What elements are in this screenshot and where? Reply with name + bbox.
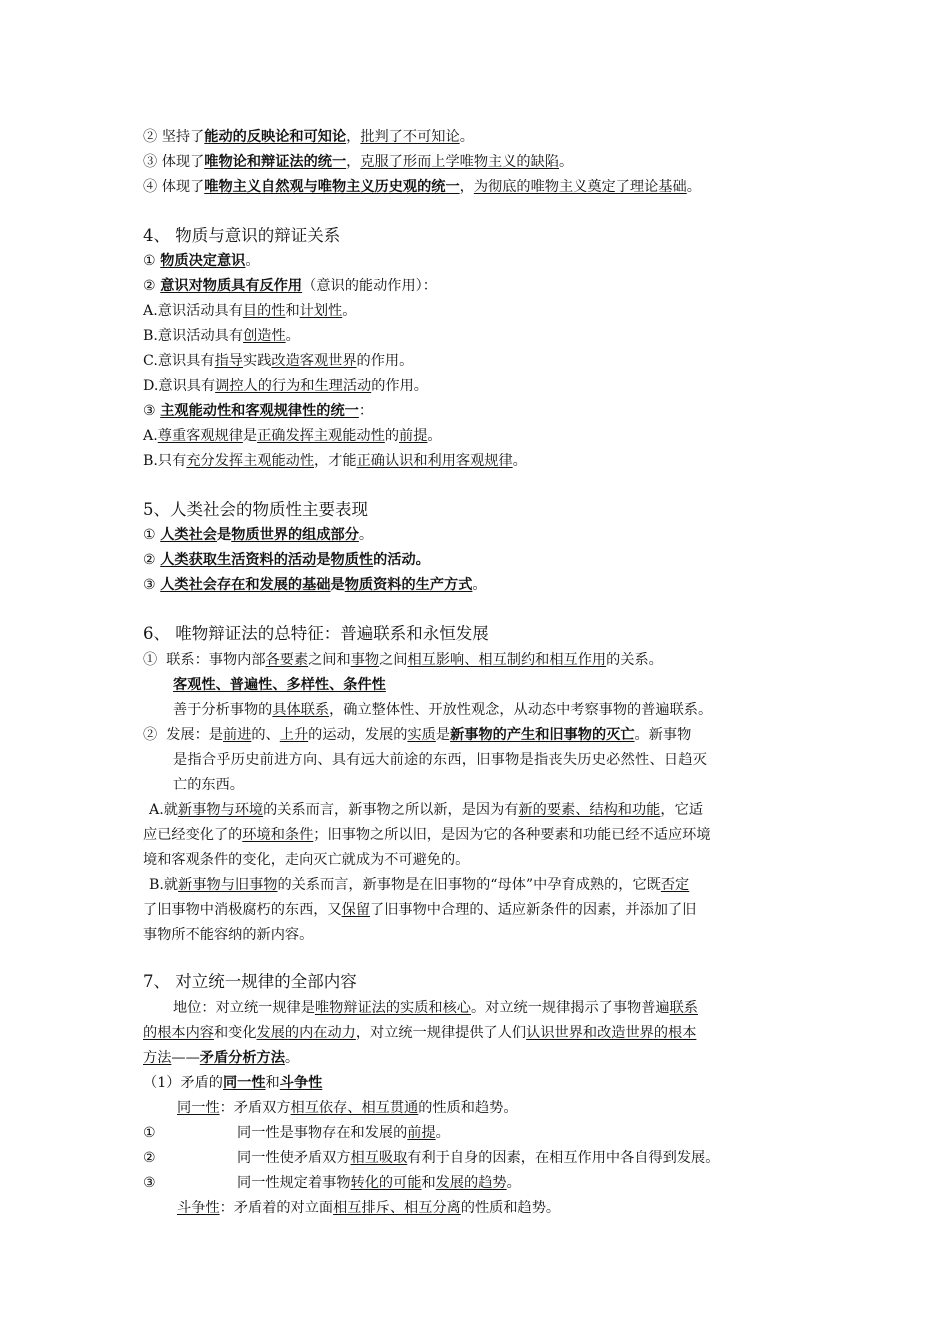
key-phrase: 前提 <box>399 428 428 444</box>
text: 。 <box>559 154 574 170</box>
section-6-title: 6、 唯物辩证法的总特征：普遍联系和永恒发展 <box>143 624 489 643</box>
key-phrase: 具体联系 <box>272 702 330 718</box>
text: ③ 体现了 <box>143 154 205 170</box>
text: 之间和 <box>308 652 351 668</box>
key-phrase: 联系 <box>669 1000 698 1016</box>
key-term: 唯物主义自然观与唯物主义历史观的统一 <box>204 179 460 195</box>
s7-identity-point-1 <box>143 1123 156 1143</box>
key-term: 矛盾分析方法 <box>199 1050 285 1066</box>
text: 和 <box>421 1175 436 1191</box>
text: 。 <box>427 428 442 444</box>
s3-item-2 <box>143 127 474 147</box>
s6-sub-a-line-3: 境和客观条件的变化，走向灭亡就成为不可避免的。 <box>143 852 470 868</box>
key-phrase: 新的要素、结构和功能 <box>518 802 661 818</box>
s7-identity-point-2 <box>143 1148 156 1168</box>
text: 的 <box>384 428 400 444</box>
section-7-title: 7、 对立统一规律的全部内容 <box>143 972 357 991</box>
key-phrase: 实质 <box>407 727 436 743</box>
key-term: 物质决定意识 <box>160 253 246 269</box>
s6-sub-a-line-2 <box>143 825 711 845</box>
text: ；旧事物之所以旧，是因为它的各种要素和功能已经不适应环境 <box>313 827 711 843</box>
s4-point-1 <box>143 251 260 271</box>
text: 。新事物 <box>634 727 692 743</box>
text: 善于分析事物的 <box>173 702 273 718</box>
text: 是 <box>435 727 451 743</box>
text: 的运动，发展的 <box>308 727 408 743</box>
s6-sub-b-line-2 <box>143 900 696 920</box>
text: 的作用。 <box>356 353 414 369</box>
s4-sub-b <box>143 326 300 346</box>
key-phrase: 唯物辩证法的实质和核心 <box>314 1000 471 1016</box>
key-term: 主观能动性和客观规律性的统一 <box>160 403 359 419</box>
text: 的、 <box>251 727 280 743</box>
s7-identity-point-1-text <box>237 1123 450 1143</box>
text: 。 <box>686 179 701 195</box>
text: ， <box>459 179 474 195</box>
key-phrase: 正确发挥主观能动性 <box>257 428 385 444</box>
text: 的活动。 <box>373 552 430 568</box>
key-phrase: 指导 <box>214 353 243 369</box>
s6-sub-b-line-1 <box>149 875 689 895</box>
s6-development-line <box>143 725 691 745</box>
key-term: 物质资料的生产方式 <box>344 577 473 593</box>
s4-point-3 <box>143 401 373 421</box>
text: 之间 <box>379 652 408 668</box>
text: 的作用。 <box>371 378 428 394</box>
key-phrase: 相互影响、相互制约和相互作用 <box>407 652 607 668</box>
text: 实践 <box>243 353 272 369</box>
text: ① 联系：事物内部 <box>143 652 266 668</box>
key-term: 物质性 <box>330 552 374 568</box>
s7-identity-point-3 <box>143 1173 156 1193</box>
s5-point-1 <box>143 525 373 545</box>
key-term: 斗争性 <box>279 1075 323 1091</box>
text: 的关系而言，新事物是在旧事物的“母体”中孕育成熟的，它既 <box>277 877 661 893</box>
text: 应已经变化了的 <box>143 827 243 843</box>
s7-identity-point-2-text <box>237 1148 719 1168</box>
s6-new-things-definition: 是指合乎历史前进方向、具有远大前途的东西，旧事物是指丧失历史必然性、日趋灭 <box>173 752 708 768</box>
text: ，它适 <box>660 802 703 818</box>
s6-sub-a-line-1 <box>149 800 703 820</box>
key-phrase: 各要素 <box>265 652 309 668</box>
key-term: 新事物的产生和旧事物的灭亡 <box>450 727 635 743</box>
text: 地位：对立统一规律是 <box>173 1000 315 1016</box>
text: 。 <box>342 303 357 319</box>
key-phrase: 计划性 <box>299 303 343 319</box>
text: 和变化 <box>213 1025 257 1041</box>
s7-identity-point-3-text <box>237 1173 521 1193</box>
text: 。 <box>512 453 527 469</box>
s6-link-analysis <box>173 700 712 720</box>
key-phrase: 新事物与旧事物 <box>178 877 278 893</box>
key-term: 人类社会存在和发展的基础 <box>160 577 331 593</box>
text: 。 <box>472 577 487 593</box>
key-phrase: 新事物与环境 <box>177 802 264 818</box>
text: 。 <box>245 253 260 269</box>
key-phrase: 批判了不可知论 <box>360 129 460 145</box>
s7-struggle-definition <box>177 1198 560 1218</box>
text: ， <box>346 129 361 145</box>
text: A.意识活动具有 <box>143 303 243 319</box>
text: 。 <box>459 129 474 145</box>
text: ② 发展：是 <box>143 727 223 743</box>
text: 的性质和趋势。 <box>418 1100 518 1116</box>
text: 是 <box>242 428 258 444</box>
text: 同一性是事物存在和发展的 <box>237 1125 408 1141</box>
text: ，确立整体性、开放性观念，从动态中考察事物的普遍联系。 <box>329 702 713 718</box>
section-4-title: 4、 物质与意识的辩证关系 <box>143 226 341 245</box>
text: ④ 体现了 <box>143 179 205 195</box>
text: ：矛盾双方 <box>219 1100 291 1116</box>
text: ① <box>143 527 161 543</box>
s7-status-line-3 <box>143 1048 299 1068</box>
s4-point-2 <box>143 276 437 296</box>
text: 了旧事物中消极腐朽的东西，又 <box>143 902 342 918</box>
key-phrase: 发展的趋势 <box>435 1175 507 1191</box>
text: 了旧事物中合理的、适应新条件的因素，并添加了旧 <box>370 902 697 918</box>
text: 同一性使矛盾双方 <box>237 1150 351 1166</box>
text: 的关系而言，新事物之所以新，是因为有 <box>263 802 519 818</box>
text: ： <box>358 403 374 419</box>
key-phrase: 的根本内容 <box>143 1025 214 1041</box>
section-5-title: 5、人类社会的物质性主要表现 <box>143 500 368 519</box>
text: （意识的能动作用）： <box>302 278 437 294</box>
s4-sub-d <box>143 376 428 396</box>
key-phrase: 调控人的行为和生理活动 <box>215 378 372 394</box>
key-phrase: 方法 <box>143 1050 172 1066</box>
key-term: 人类获取生活资料的活动 <box>160 552 317 568</box>
text: ③ <box>143 403 161 419</box>
s3-item-4 <box>143 177 701 197</box>
s7-status-line-2 <box>143 1023 696 1043</box>
text: ，对立统一规律提供了人们 <box>355 1025 527 1041</box>
s4-sub-c <box>143 351 413 371</box>
key-term: 人类社会 <box>160 527 217 543</box>
key-phrase: 尊重客观规律 <box>157 428 243 444</box>
text: 。 <box>506 1175 521 1191</box>
s6-old-things-definition: 亡的东西。 <box>173 777 244 793</box>
key-phrase: 改造客观世界 <box>271 353 357 369</box>
key-phrase: 否定 <box>660 877 690 893</box>
s5-point-2 <box>143 550 430 570</box>
key-phrase: 创造性 <box>243 328 286 344</box>
text: B.意识活动具有 <box>143 328 244 344</box>
text: ② <box>143 278 161 294</box>
text: 同一性规定着事物 <box>237 1175 351 1191</box>
key-phrase: 保留 <box>341 902 371 918</box>
key-phrase: 前提 <box>407 1125 436 1141</box>
text: 和 <box>265 1075 280 1091</box>
key-term: 同一性 <box>222 1075 266 1091</box>
text: 。 <box>358 527 374 543</box>
s4-sub-a <box>143 301 356 321</box>
s6-link-properties: 客观性、普遍性、多样性、条件性 <box>173 677 386 693</box>
key-phrase: 事物 <box>350 652 380 668</box>
key-phrase: 转化的可能 <box>350 1175 422 1191</box>
text: A. <box>143 428 158 444</box>
key-phrase: 斗争性 <box>177 1200 220 1216</box>
key-term: 唯物论和辩证法的统一 <box>204 154 347 170</box>
text: ， <box>346 154 361 170</box>
text: 。对立统一规律揭示了事物普遍 <box>470 1000 670 1016</box>
text: A.就 <box>149 802 178 818</box>
text: 是 <box>217 527 232 543</box>
text: —— <box>171 1050 200 1066</box>
text: 。 <box>435 1125 450 1141</box>
s7-status-line-1 <box>173 998 698 1018</box>
text: ③ <box>143 577 161 593</box>
key-phrase: 上升 <box>279 727 309 743</box>
key-phrase: 相互吸取 <box>350 1150 408 1166</box>
text: ：矛盾着的对立面 <box>219 1200 334 1216</box>
key-term: 物质世界的组成部分 <box>231 527 359 543</box>
text: 是 <box>316 552 331 568</box>
text: ② <box>143 552 161 568</box>
key-phrase: 环境和条件 <box>242 827 314 843</box>
text: C.意识具有 <box>143 353 215 369</box>
text: ③ <box>143 1175 156 1191</box>
key-phrase: 认识世界和改造世界的根本 <box>526 1025 697 1041</box>
key-phrase: 前进 <box>222 727 252 743</box>
key-phrase: 正确认识和利用客观规律 <box>356 453 513 469</box>
text: 是 <box>330 577 345 593</box>
s4-sub-a2 <box>143 426 442 446</box>
text: D.意识具有 <box>143 378 216 394</box>
s3-item-3 <box>143 152 573 172</box>
key-term: 能动的反映论和可知论 <box>204 129 347 145</box>
text: 。 <box>285 328 300 344</box>
key-phrase: 充分发挥主观能动性 <box>186 453 315 469</box>
text: 的性质和趋势。 <box>460 1200 561 1216</box>
text: 。 <box>284 1050 300 1066</box>
text: （1）矛盾的 <box>143 1075 223 1091</box>
text: ② 坚持了 <box>143 129 205 145</box>
s6-link-line <box>143 650 663 670</box>
s7-identity-definition <box>177 1098 518 1118</box>
text: 的关系。 <box>606 652 663 668</box>
text: B.只有 <box>143 453 187 469</box>
key-phrase: 为彻底的唯物主义奠定了理论基础 <box>473 179 687 195</box>
text: ，才能 <box>314 453 357 469</box>
key-phrase: 目的性 <box>242 303 286 319</box>
text: ① <box>143 1125 156 1141</box>
text: ② <box>143 1150 156 1166</box>
s6-sub-b-line-3: 事物所不能容纳的新内容。 <box>143 927 314 943</box>
key-phrase: 发展的内在动力 <box>256 1025 356 1041</box>
s5-point-3 <box>143 575 487 595</box>
text: 和 <box>285 303 300 319</box>
key-phrase: 相互排斥、相互分离 <box>333 1200 461 1216</box>
key-phrase: 相互依存、相互贯通 <box>290 1100 419 1116</box>
text: B.就 <box>149 877 179 893</box>
key-phrase: 同一性 <box>177 1100 220 1116</box>
s4-sub-b2 <box>143 451 527 471</box>
text: ① <box>143 253 161 269</box>
s7-subheading-1 <box>143 1073 322 1093</box>
key-phrase: 克服了形而上学唯物主义的缺陷 <box>360 154 559 170</box>
key-term: 意识对物质具有反作用 <box>160 278 303 294</box>
text: 有利于自身的因素，在相互作用中各自得到发展。 <box>407 1150 720 1166</box>
